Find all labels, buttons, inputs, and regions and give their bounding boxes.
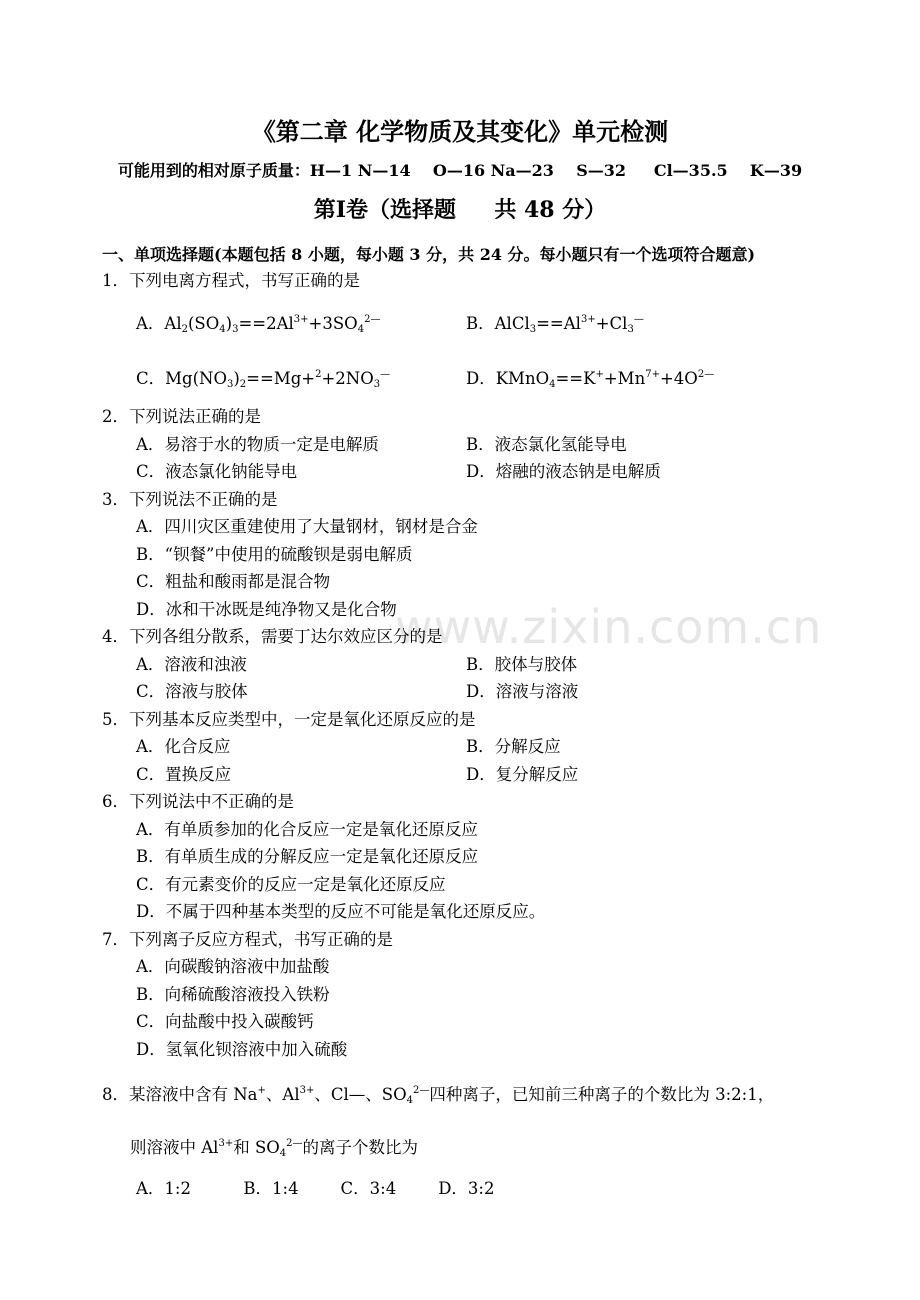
q7-option-a: A．向碳酸钠溶液中加盐酸 — [136, 957, 330, 976]
page-title: 《第二章 化学物质及其变化》单元检测 — [251, 117, 669, 146]
q5-option-c: C．置换反应 — [136, 765, 232, 784]
q6-option-a: A．有单质参加的化合反应一定是氧化还原反应 — [136, 820, 478, 839]
q3-stem: 3．下列说法不正确的是 — [102, 490, 278, 509]
q3-option-b: B．“钡餐”中使用的硫酸钡是弱电解质 — [136, 545, 413, 564]
q4-option-b: B．胶体与胶体 — [466, 655, 578, 674]
q4-option-a: A．溶液和浊液 — [136, 655, 247, 674]
watermark: www.zixin.com.cn — [395, 600, 823, 654]
q5-option-b: B．分解反应 — [466, 737, 561, 756]
q7-option-d: D．氢氧化钡溶液中加入硫酸 — [136, 1040, 348, 1059]
q5-option-a: A．化合反应 — [136, 737, 231, 756]
q7-option-b: B．向稀硫酸溶液投入铁粉 — [136, 985, 330, 1004]
q3-option-c: C．粗盐和酸雨都是混合物 — [136, 572, 331, 591]
q6-option-b: B．有单质生成的分解反应一定是氧化还原反应 — [136, 847, 479, 866]
q6-stem: 6．下列说法中不正确的是 — [102, 792, 294, 811]
section-heading: 一、单项选择题(本题包括 8 小题，每小题 3 分，共 24 分。每小题只有一个选项符合题意) — [102, 245, 756, 264]
q6-option-d: D．不属于四种基本类型的反应不可能是氧化还原反应。 — [136, 902, 546, 921]
q3-option-d: D．冰和干冰既是纯净物又是化合物 — [136, 600, 397, 619]
q1-option-c: C．$Mg(NO_3)_2==Mg+^2+2NO_3^—$ — [136, 369, 391, 390]
q6-option-c: C．有元素变价的反应一定是氧化还原反应 — [136, 875, 446, 894]
q1-option-b: B．$AlCl_3==Al^{3+}+Cl_3^—$ — [466, 314, 644, 335]
q5-stem: 5．下列基本反应类型中，一定是氧化还原反应的是 — [102, 710, 476, 729]
q8-options: A．1:2 B．1:4 C．3:4 D．3:2 — [136, 1179, 495, 1198]
q7-option-c: C．向盐酸中投入碳酸钙 — [136, 1012, 314, 1031]
atomic-masses: 可能用到的相对原子质量：H—1 N—14 O—16 Na—23 S—32 Cl—35.5 K—39 — [117, 161, 803, 180]
q8-stem-continued: 则溶液中 $Al^{3+}$和 $SO_4^{2—}$的离子个数比为 — [130, 1138, 419, 1159]
q2-option-c: C．液态氯化钠能导电 — [136, 462, 298, 481]
q3-option-a: A．四川灾区重建使用了大量钢材，钢材是合金 — [136, 517, 478, 536]
q1-stem: 1．下列电离方程式，书写正确的是 — [102, 271, 360, 290]
q7-stem: 7．下列离子反应方程式，书写正确的是 — [102, 930, 393, 949]
q5-option-d: D．复分解反应 — [466, 765, 579, 784]
q2-stem: 2．下列说法正确的是 — [102, 407, 261, 426]
q8-stem: 8．某溶液中含有 Na+、$Al^{3+}$、Cl—、$SO_4^{2—}$四种离子，已知前三种离子的个数比为 3:2:1， — [102, 1085, 775, 1106]
q2-option-a: A．易溶于水的物质一定是电解质 — [136, 435, 379, 454]
q1-option-a: A．$Al_2(SO_4)_3==2Al^{3+}+3SO_4^{2—}$ — [136, 314, 381, 335]
q2-option-d: D．熔融的液态钠是电解质 — [466, 462, 661, 481]
q4-stem: 4．下列各组分散系，需要丁达尔效应区分的是 — [102, 627, 443, 646]
q2-option-b: B．液态氯化氢能导电 — [466, 435, 627, 454]
q4-option-d: D．溶液与溶液 — [466, 682, 579, 701]
q4-option-c: C．溶液与胶体 — [136, 682, 248, 701]
part-heading: 第Ⅰ卷（选择题 共 48 分） — [313, 197, 607, 223]
q1-option-d: D．$KMnO_4==K^++Mn^{7+}+4O^{2—}$ — [466, 369, 715, 390]
